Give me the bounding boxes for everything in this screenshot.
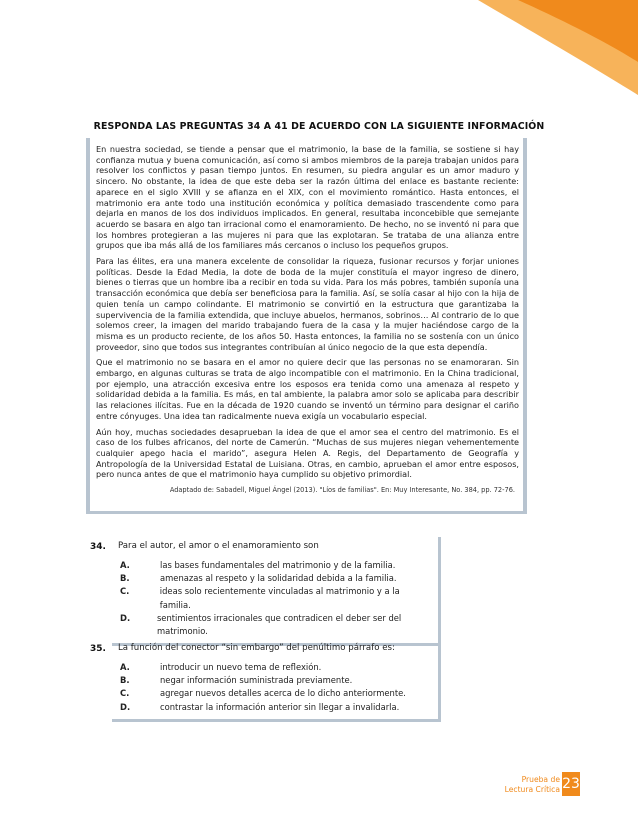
passage-paragraph: En nuestra sociedad, se tiende a pensar que el matrimonio, la base de la familia, se sostiene si hay confianza mutua y buena comunicación, así como si ambos miembros de la pareja trabajan unidos para resolver los conflictos y pasan tiempo juntos. En resumen, su piedra angular es un amor maduro y sincero. No obstante, la idea de que este deba ser la razón última del enlace es bastante reciente: aparece en el siglo XVIII y se afianza en el XIX, con el movimiento romántico. Hasta entonces, el matrimonio era ante todo una institución económica y política demasiado trascendente como para dejarla en manos de los dos individuos implicados. En general, resultaba inconcebible que semejante acuerdo se basara en algo tan irracional como el enamoramiento. De hecho, no se inventó ni para que los hombres protegieran a las mujeres ni para que las explotaran. Se trataba de una alianza entre grupos que iba más allá de los familiares más cercanos o incluso los pequeños grupos.	[96, 144, 519, 251]
question-number: 35.	[90, 644, 106, 654]
answer-option-b[interactable]	[118, 674, 432, 687]
section-heading: RESPONDA LAS PREGUNTAS 34 A 41 DE ACUERDO CON LA SIGUIENTE INFORMACIÓN	[93, 121, 545, 132]
option-letter: C.	[120, 688, 130, 699]
reading-passage	[86, 138, 527, 514]
option-letter: A.	[120, 560, 130, 570]
answer-option-c[interactable]	[118, 585, 432, 611]
corner-decoration	[478, 0, 638, 95]
option-text: agregar nuevos detalles acerca de lo dicho anteriormente.	[160, 688, 406, 699]
page-number: 23	[562, 772, 580, 796]
footer-label	[500, 775, 560, 795]
answer-option-d[interactable]	[118, 701, 432, 714]
option-text: ideas solo recientemente vinculadas al matrimonio y a la familia.	[159, 586, 400, 610]
source-citation: Adaptado de: Sabadell, Miguel Ángel (2013). "Líos de familias". En: Muy Interesante, No. 384, pp. 72-76.	[169, 486, 515, 495]
answer-option-a[interactable]	[118, 559, 432, 572]
question-34	[112, 537, 441, 646]
answer-option-a[interactable]	[118, 661, 432, 674]
option-text: negar información suministrada previamente.	[160, 675, 353, 686]
option-letter: D.	[120, 701, 131, 712]
question-stem: Para el autor, el amor o el enamoramiento son	[118, 541, 319, 551]
footer-line-2: Lectura Crítica	[504, 785, 560, 794]
passage-paragraph: Para las élites, era una manera excelente de consolidar la riqueza, fusionar recursos y forjar uniones políticas. Desde la Edad Media, la dote de boda de la mujer constituía el mayor ingreso de dinero, bienes o tierras que un hombre iba a recibir en toda su vida. Para los más pobres, también suponía una transacción económica que debía ser beneficiosa para la familia. Así, se solía casar al hijo con la hija de quien tenía un campo colindante. El matrimonio se convirtió en la estructura que garantizaba la supervivencia de la familia extendida, que incluye abuelos, hermanos, sobrinos… Al contrario de lo que solemos creer, la imagen del marido trabajando fuera de la casa y la mujer haciéndose cargo de la misma es un producto reciente, de los años 50. Hasta entonces, la familia no se sostenía con un único proveedor, sino que todos sus integrantes contribuían al único negocio de la que esta dependía.	[96, 256, 519, 352]
option-text: sentimientos irracionales que contradicen el deber ser del matrimonio.	[156, 612, 402, 637]
answer-option-c[interactable]	[118, 687, 432, 700]
question-number: 34.	[90, 542, 106, 552]
question-35	[112, 639, 441, 722]
option-letter: A.	[120, 662, 130, 672]
answer-option-b[interactable]	[118, 572, 432, 585]
passage-paragraph: Aún hoy, muchas sociedades desaprueban la idea de que el amor sea el centro del matrimonio. Es el caso de los fulbes africanos, del norte de Camerún. “Muchas de sus mujeres niegan vehementemente cualquier apego hacia el marido”, asegura Helen A. Regis, del Departamento de Geografía y Antropología de la Universidad Estatal de Luisiana. Otras, en cambio, aprueban el amor entre esposos, pero nunca antes de que el matrimonio haya cumplido su objetivo primordial.	[96, 426, 519, 480]
option-text: amenazas al respeto y la solidaridad debida a la familia.	[160, 573, 397, 584]
option-letter: D.	[120, 612, 131, 623]
option-letter: B.	[120, 675, 130, 686]
option-text: introducir un nuevo tema de reflexión.	[160, 662, 322, 672]
option-text: contrastar la información anterior sin llegar a invalidarla.	[160, 701, 400, 712]
option-letter: B.	[120, 573, 130, 584]
option-text: las bases fundamentales del matrimonio y de la familia.	[160, 560, 396, 570]
footer-line-1: Prueba de	[521, 775, 560, 784]
answer-option-d[interactable]	[118, 612, 432, 638]
option-letter: C.	[120, 586, 130, 597]
question-stem: La función del conector “sin embargo” del penúltimo párrafo es:	[118, 643, 395, 653]
passage-paragraph: Que el matrimonio no se basara en el amor no quiere decir que las personas no se enamoraran. Sin embargo, en algunas culturas se trata de algo incompatible con el matrimonio. En la China tradicional, por ejemplo, una atracción excesiva entre los esposos era tenida como una amenaza al respeto y solidaridad debida a la familia. Es más, en tal ambiente, la palabra amor solo se aplicaba para describir las relaciones ilícitas. Fue en la década de 1920 cuando se inventó un término para designar el cariño entre cónyuges. Una idea tan radicalmente nueva exigía un vocabulario especial.	[96, 357, 519, 421]
